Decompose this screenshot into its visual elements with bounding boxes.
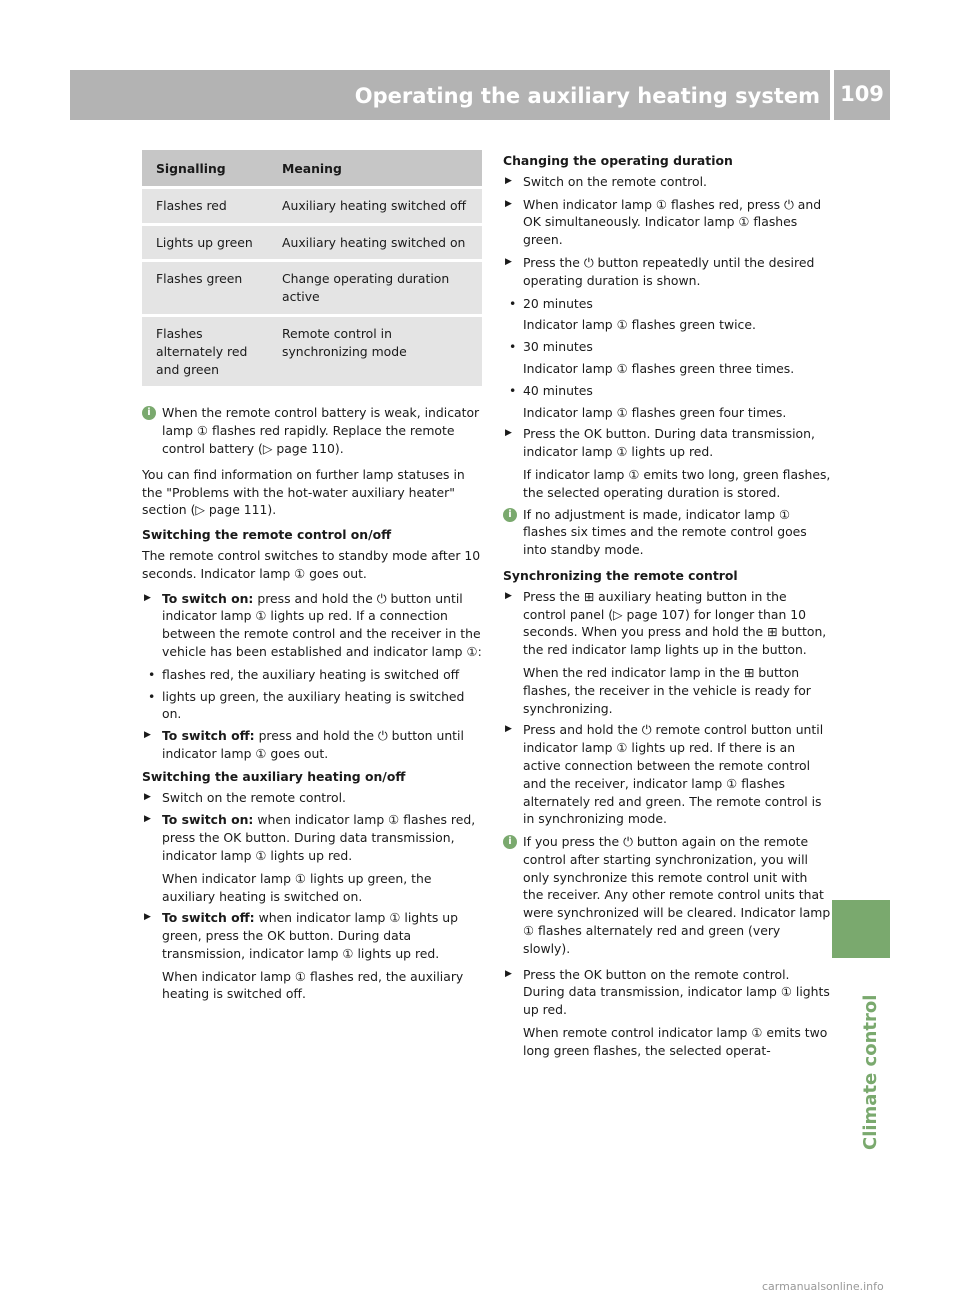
- table-cell: Flashes red: [142, 187, 268, 224]
- instruction-step: [142, 590, 482, 661]
- step-subtext: If indicator lamp ① emits two long, green flashes, the selected operating duration is stored.: [523, 466, 831, 500]
- bullet-item: • lights up green, the auxiliary heating is switched on.: [142, 688, 482, 724]
- info-text: If no adjustment is made, indicator lamp ① flashes six times and the remote control goes into standby mode.: [523, 506, 807, 558]
- table-cell: Change operating duration active: [268, 261, 482, 316]
- instruction-step: [142, 909, 482, 962]
- section-heading: Synchronizing the remote control: [503, 567, 738, 583]
- signalling-table: [142, 150, 482, 386]
- step-subtext: When the red indicator lamp in the ⊞ button flashes, the receiver in the vehicle is ready for synchronizing.: [523, 664, 811, 716]
- table-header-cell: Meaning: [268, 150, 482, 187]
- info-icon: i: [503, 508, 517, 522]
- left-column: [142, 150, 482, 1007]
- info-note: [503, 833, 831, 958]
- section-heading: Changing the operating duration: [503, 153, 733, 168]
- table-cell: Flashes green: [142, 261, 268, 316]
- step-text: when indicator lamp ① lights up green, press the OK button. During data transmission, indicator lamp ① lights up red.: [162, 910, 458, 961]
- step-subtext: When remote control indicator lamp ① emits two long green flashes, the selected operat-: [523, 1025, 828, 1058]
- table-header-row: [142, 150, 482, 187]
- step-text: when indicator lamp ① flashes red, press the OK button. During data transmission, indicator lamp ① lights up red.: [162, 812, 476, 863]
- step-lead: To switch off:: [162, 728, 255, 744]
- info-icon: i: [503, 835, 517, 849]
- table-row: [142, 315, 482, 386]
- instruction-step: ▶ Press the OK button. During data transmission, indicator lamp ① lights up red.: [503, 425, 831, 461]
- step-lead: To switch on:: [162, 812, 254, 828]
- step-subtext: When indicator lamp ① flashes red, the auxiliary heating is switched off.: [162, 968, 464, 1002]
- table-row: [142, 224, 482, 261]
- info-note: [503, 506, 831, 559]
- section-heading: Switching the auxiliary heating on/off: [142, 768, 406, 784]
- instruction-step: ▶ Switch on the remote control.: [503, 173, 831, 191]
- step-lead: To switch off:: [162, 910, 255, 926]
- instruction-step: [142, 811, 482, 864]
- step-text: press and hold the ⏻ button until indicator lamp ① goes out.: [162, 728, 464, 761]
- bullet-item: • 30 minutes: [503, 338, 831, 356]
- step-subtext: Indicator lamp ① flashes green three times.: [523, 360, 795, 376]
- side-tab-marker: [832, 900, 890, 958]
- watermark-text: carmanualsonline.info: [762, 1280, 884, 1293]
- table-cell: Auxiliary heating switched on: [268, 224, 482, 261]
- table-row: [142, 261, 482, 316]
- step-subtext: Indicator lamp ① flashes green four times.: [523, 404, 787, 420]
- table-cell: Auxiliary heating switched off: [268, 187, 482, 224]
- table-row: [142, 187, 482, 224]
- side-tab-label: Climate control: [860, 994, 881, 1150]
- step-subtext: When indicator lamp ① lights up green, the auxiliary heating is switched on.: [162, 870, 432, 904]
- instruction-step: ▶ Press and hold the ⏻ remote control button until indicator lamp ① lights up red. If there is an active connection between the remote control and the receiver, indicator lamp ① flashes alternately red and green. The remote control is in synchronizing mode.: [503, 721, 831, 828]
- table-cell: Remote control in synchronizing mode: [268, 315, 482, 386]
- table-header-cell: Signalling: [142, 150, 268, 187]
- page-title: Operating the auxiliary heating system: [354, 84, 820, 108]
- table-cell: Lights up green: [142, 224, 268, 261]
- instruction-step: ▶ When indicator lamp ① flashes red, press ⏻ and OK simultaneously. Indicator lamp ① flashes green.: [503, 196, 831, 249]
- bullet-item: • 40 minutes: [503, 382, 831, 400]
- instruction-step: ▶ Press the OK button on the remote control. During data transmission, indicator lamp ① lights up red.: [503, 966, 831, 1019]
- header-bar: [70, 70, 830, 120]
- instruction-step: [142, 727, 482, 763]
- instruction-step: ▶ Switch on the remote control.: [142, 789, 482, 807]
- section-heading: Switching the remote control on/off: [142, 527, 392, 543]
- right-column: [503, 150, 831, 1064]
- table-cell: Flashes alternately red and green: [142, 315, 268, 386]
- info-text: When the remote control battery is weak, indicator lamp ① flashes red rapidly. Replace the remote control battery (▷ page 110).: [162, 405, 480, 456]
- info-text: If you press the ⏻ button again on the remote control after starting synchronization, you will only synchronize this remote control unit with the receiver. Any other remote control units that were synchronized will be cleared. Indicator lamp ① flashes alternately red and green (very slowly).: [523, 834, 831, 956]
- instruction-step: ▶ Press the ⏻ button repeatedly until the desired operating duration is shown.: [503, 254, 831, 290]
- paragraph: You can find information on further lamp statuses in the "Problems with the hot-water auxiliary heater" section (▷ page 111).: [142, 466, 465, 518]
- step-subtext: Indicator lamp ① flashes green twice.: [523, 317, 756, 333]
- instruction-step: ▶ Press the ⊞ auxiliary heating button in the control panel (▷ page 107) for longer than 10 seconds. When you press and hold the ⊞ button, the red indicator lamp lights up in the button.: [503, 588, 831, 659]
- paragraph: The remote control switches to standby mode after 10 seconds. Indicator lamp ① goes out.: [142, 547, 481, 581]
- page-number: 109: [834, 70, 890, 120]
- info-icon: i: [142, 406, 156, 420]
- bullet-item: • 20 minutes: [503, 295, 831, 313]
- info-note: [142, 404, 482, 457]
- step-lead: To switch on:: [162, 590, 254, 606]
- bullet-item: • flashes red, the auxiliary heating is switched off: [142, 666, 482, 684]
- step-text: press and hold the ⏻ button until indicator lamp ① lights up red. If a connection between the remote control and the receiver in the vehicle has been established and indicator lamp ①:: [162, 590, 482, 659]
